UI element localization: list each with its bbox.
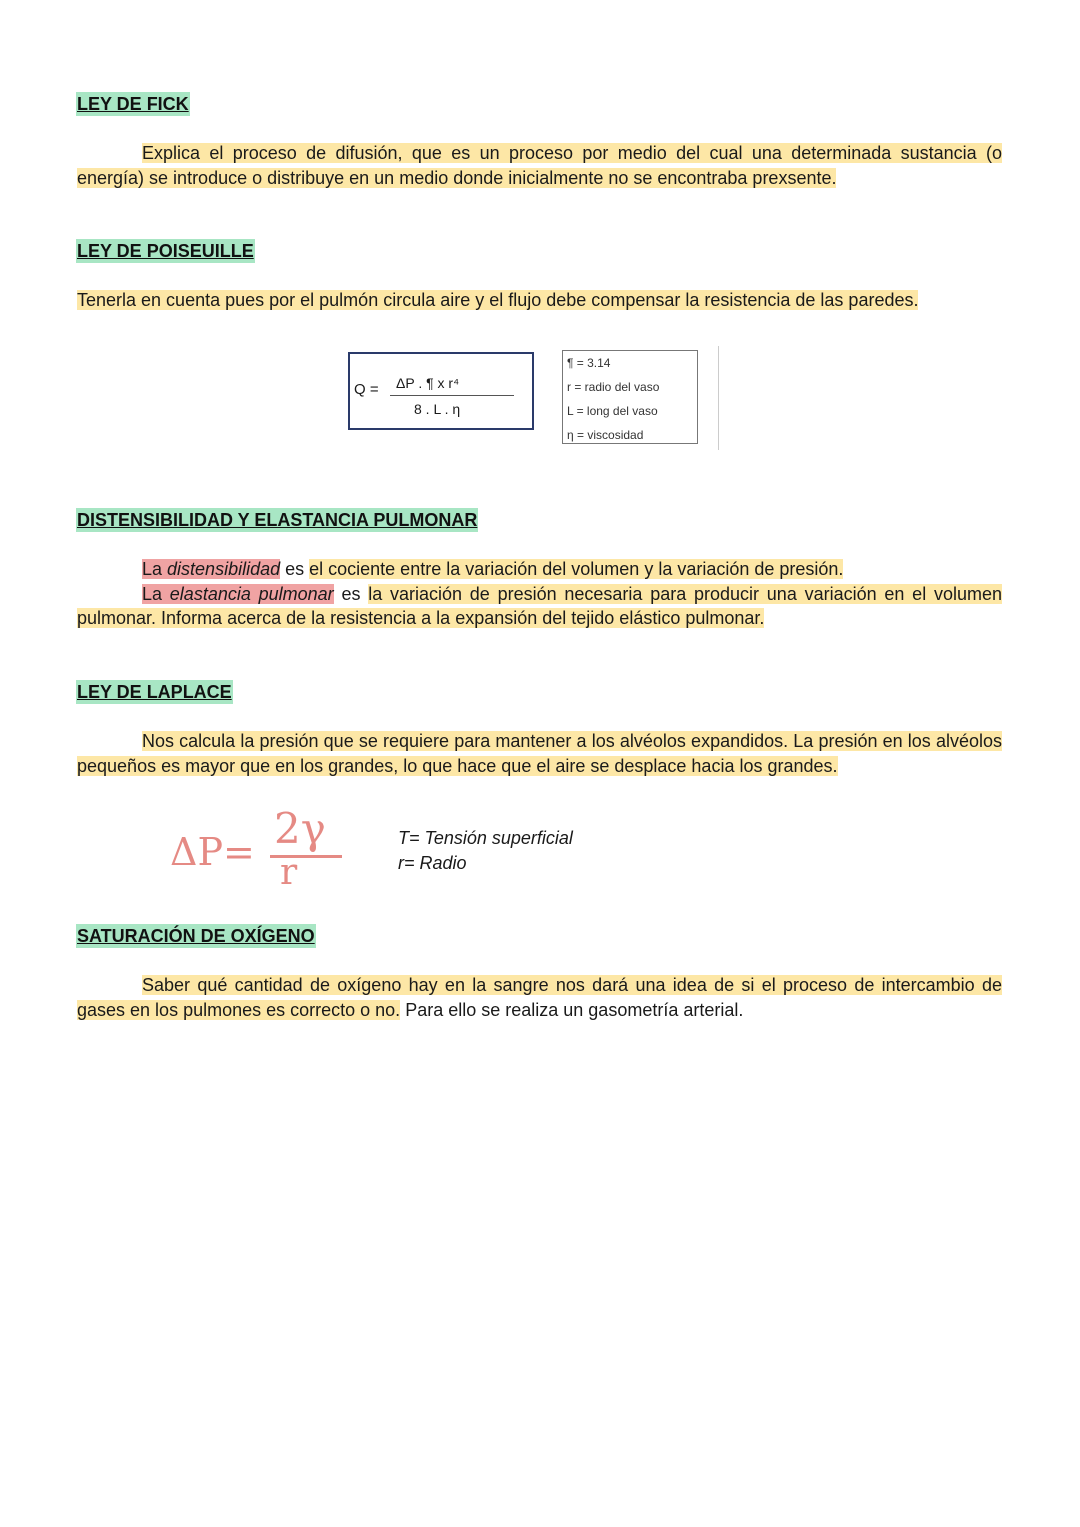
paragraph-fick (77, 141, 1002, 190)
text-fick: Explica el proceso de difusión, que es un proceso por medio del cual una determinada sustancia (o energía) se introduce o distribuye en un medio donde inicialmente no se encontraba prexsente. (77, 143, 1002, 188)
heading-ley-de-poiseuille: LEY DE POISEUILLE (77, 241, 254, 261)
heading-distensibilidad: DISTENSIBILIDAD Y ELASTANCIA PULMONAR (77, 510, 478, 530)
term-prefix-1: La (142, 559, 168, 579)
term-prefix-2: La (142, 583, 170, 604)
legend-pi: ¶ = 3.14 (567, 356, 611, 370)
heading-ley-de-fick: LEY DE FICK (77, 94, 189, 114)
text-gasometria: Para ello se realiza un gasometría arterial. (400, 999, 744, 1020)
legend-radio-laplace: r= Radio (398, 853, 467, 873)
term-elastancia: elastancia pulmonar (169, 583, 334, 604)
paragraph-saturacion (77, 973, 1002, 1022)
poiseuille-legend (562, 350, 698, 444)
legend-divider (718, 346, 719, 450)
text-poiseuille: Tenerla en cuenta pues por el pulmón circula aire y el flujo debe compensar la resistencia de las paredes. (77, 290, 919, 310)
formula-fraction-line (390, 395, 514, 396)
formula-numerator: ΔP . ¶ x r⁴ (396, 375, 460, 391)
text-laplace: Nos calcula la presión que se requiere para mantener a los alvéolos expandidos. La presión en los alvéolos pequeños es mayor que en los grandes, lo que hace que el aire se desplace hacia los grandes. (77, 731, 1002, 776)
text-saturacion: Saber qué cantidad de oxígeno hay en la sangre nos dará una idea de si el proceso de intercambio de gases en los pulmones es correcto o no. (77, 975, 1002, 1020)
heading-ley-de-laplace: LEY DE LAPLACE (77, 682, 232, 702)
text-connector-1: es (280, 559, 310, 579)
legend-tension: T= Tensión superficial (398, 828, 573, 848)
formula-lhs: Q = (354, 381, 379, 398)
legend-radio: r = radio del vaso (567, 380, 660, 394)
legend-viscosidad: η = viscosidad (567, 428, 644, 442)
text-distensibilidad: el cociente entre la variación del volumen y la variación de presión. (309, 559, 844, 579)
paragraph-poiseuille (77, 288, 1002, 313)
laplace-formula (170, 804, 350, 893)
laplace-lhs: ΔP= (170, 830, 255, 874)
term-distensibilidad: distensibilidad (167, 559, 281, 579)
laplace-legend (398, 826, 573, 876)
text-connector-2: es (333, 583, 369, 604)
formula-denominator: 8 . L . η (414, 401, 461, 417)
laplace-denominator: r (280, 852, 298, 893)
paragraph-laplace (77, 729, 1002, 778)
paragraph-distensibilidad (77, 557, 1002, 631)
poiseuille-formula-box (348, 352, 534, 430)
text-elastancia: la variación de presión necesaria para producir una variación en el volumen pulmonar. Informa acerca de la resistencia a la expansión del tejido elástico pulmonar. (77, 583, 1002, 628)
legend-longitud: L = long del vaso (567, 404, 658, 418)
heading-saturacion-oxigeno: SATURACIÓN DE OXÍGENO (77, 926, 315, 946)
laplace-numerator: 2γ (274, 804, 326, 853)
